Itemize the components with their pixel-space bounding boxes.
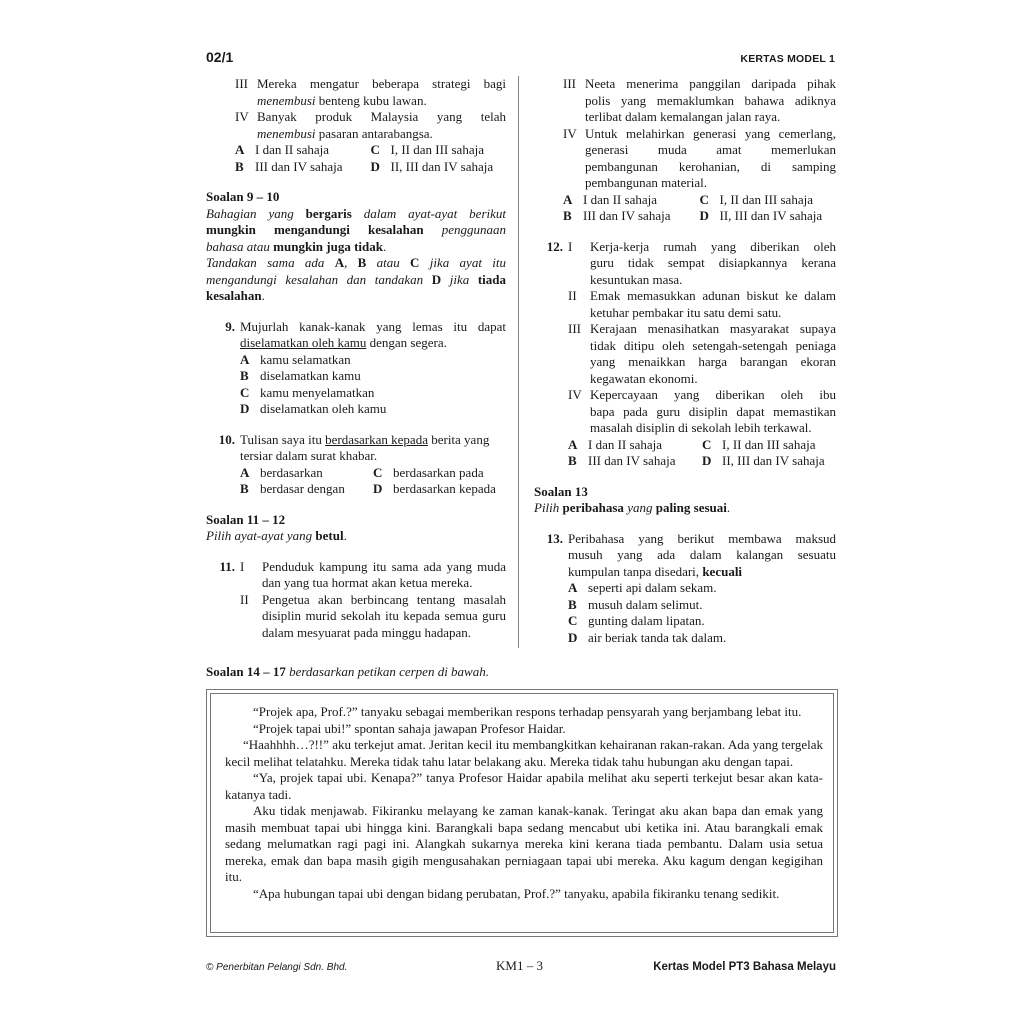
passage-paragraph: Aku tidak menjawab. Fikiranku melayang ke zaman kanak-kanak. Teringat aku akan bapa dan emak yang masih membuat tapai ubi hingga kini. Barangkali bapa sedang mencabut ubi ketika ini. Atau barangkali emak sedang melumatkan ragi pagi ini. Alangkah sukarnya mereka kini kerana tiada pembantu. Dalam usia setua mereka, emak dan bapa masih gigih mengusahakan perniagaan tapai ubi mereka. Aku kagum dengan kegigihan itu. <box>225 803 823 884</box>
option-b[interactable]: B diselamatkan kamu <box>240 368 361 383</box>
option-d[interactable]: D II, III dan IV sahaja <box>699 208 823 223</box>
option-d[interactable]: D II, III dan IV sahaja <box>702 453 825 468</box>
passage-paragraph: “Ya, projek tapai ubi. Kenapa?” tanya Profesor Haidar apabila melihat aku seperti terkejut besar akan kata-katanya tadi. <box>225 770 823 802</box>
option-c[interactable]: C I, II dan III sahaja <box>702 436 816 452</box>
option-b[interactable]: B III dan IV sahaja <box>235 158 343 174</box>
option-c[interactable]: C kamu menyelamatkan <box>240 384 375 400</box>
option-a[interactable]: A I dan II sahaja <box>235 142 329 157</box>
passage-box <box>206 689 838 937</box>
option-d[interactable]: D air beriak tanda tak dalam. <box>568 629 727 645</box>
section-instructions-11-12: Pilih ayat-ayat yang betul. <box>206 528 347 543</box>
section-heading-13: Soalan 13 <box>534 483 588 499</box>
left-column <box>206 76 506 641</box>
passage-paragraph: “Projek apa, Prof.?” tanyaku sebagai memberikan respons terhadap pensyarah yang berjambang lebat itu. <box>253 704 802 719</box>
paper-title: KERTAS MODEL 1 <box>740 53 835 65</box>
answer-options <box>206 142 506 175</box>
option-a[interactable]: A kamu selamatkan <box>240 351 351 367</box>
right-column <box>534 76 836 646</box>
option-d[interactable]: D II, III dan IV sahaja <box>370 158 494 174</box>
option-d[interactable]: D berdasarkan kepada <box>373 481 496 496</box>
option-a[interactable]: A berdasarkan <box>240 464 323 480</box>
option-b[interactable]: B berdasar dengan <box>240 481 345 496</box>
passage-paragraph: “Apa hubungan tapai ubi dengan bidang perubatan, Prof.?” tanyaku, apabila fikiranku tenang sedikit. <box>253 885 780 901</box>
question-12: 12. I Kerja-kerja rumah yang diberikan oleh guru tidak sempat disiapkannya kerana kesuntukan masa. II Emak memasukkan adunan biskut ke dalam ketuhar pembakar itu satu demi satu. III Kerajaan menasihatkan masyarakat supaya tidak ditipu oleh setengah-setengah peniaga yang menaikkan harga barangan ekoran kegawatan ekonomi. IV Kepercayaan yang diberikan oleh ibu bapa pada guru disiplin dapat memastikan masalah disiplin di sekolah lebih terkawal. A I dan II sahaja C I, II dan III sahaja B III dan IV sahaja D II, III dan IV sahaja <box>546 238 836 468</box>
option-a[interactable]: A I dan II sahaja <box>563 191 657 207</box>
question-11: 11. I Penduduk kampung itu sama ada yang muda dan yang tua hormat akan ketua mereka. II Pengetua akan berbincang tentang masalah disiplin murid sekolah itu kepada semua guru dalam mesyuarat pada minggu hadapan. <box>219 558 506 640</box>
publisher-credit: © Penerbitan Pelangi Sdn. Bhd. <box>206 962 348 973</box>
question-13: 13. Peribahasa yang berikut membawa maksud musuh yang ada dalam kalangan sesuatu kumpulan tanpa disedari, kecuali A seperti api dalam sekam. B musuh dalam selimut. C gunting dalam lipatan. D air beriak tanda tak dalam. <box>546 530 836 645</box>
option-b[interactable]: B III dan IV sahaja <box>563 208 671 223</box>
statement-iv: IV Banyak produk Malaysia yang telah menembusi pasaran antarabangsa. <box>235 109 506 141</box>
option-d[interactable]: D diselamatkan oleh kamu <box>240 401 387 416</box>
option-c[interactable]: C I, II dan III sahaja <box>699 191 813 207</box>
option-c[interactable]: C gunting dalam lipatan. <box>568 613 705 628</box>
section-instructions-13: Pilih peribahasa yang paling sesuai. <box>534 500 731 515</box>
option-a[interactable]: A I dan II sahaja <box>568 436 662 452</box>
statement-iii: III Mereka mengatur beberapa strategi bagi menembusi benteng kubu lawan. <box>235 76 506 108</box>
section-heading-11-12: Soalan 11 – 12 <box>206 511 286 527</box>
section-heading-9-10: Soalan 9 – 10 <box>206 189 280 204</box>
statement-iii: III Neeta menerima panggilan daripada pihak polis yang memaklumkan bahawa adiknya terlibat dalam kemalangan jalan raya. <box>563 76 836 124</box>
passage-heading: Soalan 14 – 17 berdasarkan petikan cerpen di bawah. <box>206 664 489 679</box>
book-title: Kertas Model PT3 Bahasa Melayu <box>653 961 836 973</box>
question-10: 10. Tulisan saya itu berdasarkan kepada berita yang tersiar dalam surat khabar. A berdasarkan C berdasarkan pada B berdasar dengan D berdasarkan kepada <box>206 432 506 498</box>
passage-paragraph: “Haahhhh…?!!” aku terkejut amat. Jeritan kecil itu membangkitkan kehairanan rakan-rakan. Ada yang tergelak kecil melihat telatahku. Mereka tidak tahu latar belakang aku. Mereka tidak tahu hubungan aku dengan tapai. <box>225 737 823 769</box>
answer-options <box>534 192 836 225</box>
section-instructions-9-10: Bahagian yang bergaris dalam ayat-ayat berikut mungkin mengandungi kesalahan penggunaan bahasa atau mungkin juga tidak. Tandakan sama ada A, B atau C jika ayat itu mengandungi kesalahan dan tandakan D jika tiada kesalahan. <box>206 205 506 303</box>
statement-iv: IV Untuk melahirkan generasi yang cemerlang, generasi muda amat memerlukan pembangunan kerohanian, di samping pembangunan material. <box>563 125 836 190</box>
option-c[interactable]: C I, II dan III sahaja <box>370 142 484 157</box>
passage-paragraph: “Projek tapai ubi!” spontan sahaja jawapan Profesor Haidar. <box>253 720 566 736</box>
column-divider <box>518 76 519 648</box>
option-c[interactable]: C berdasarkan pada <box>373 464 484 480</box>
page-code: 02/1 <box>206 49 234 65</box>
option-a[interactable]: A seperti api dalam sekam. <box>568 580 717 595</box>
option-b[interactable]: B musuh dalam selimut. <box>568 596 703 612</box>
question-9: 9. Mujurlah kanak-kanak yang lemas itu dapat diselamatkan oleh kamu dengan segera. A kamu selamatkan B diselamatkan kamu C kamu menyelamatkan D diselamatkan oleh kamu <box>225 318 506 416</box>
option-b[interactable]: B III dan IV sahaja <box>568 453 676 468</box>
page-number: KM1 – 3 <box>496 958 543 973</box>
